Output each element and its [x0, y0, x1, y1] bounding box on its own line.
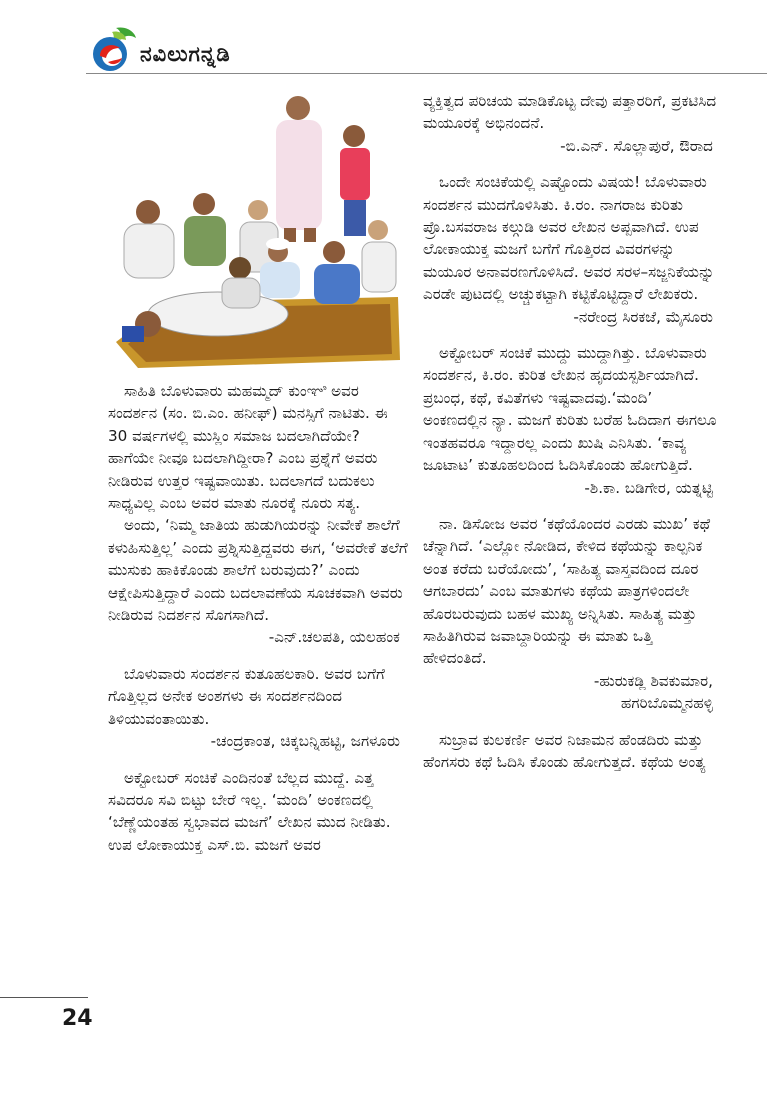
letter-signature — [108, 626, 408, 648]
letter-signature — [423, 135, 721, 157]
letter-paragraph: ಅಕ್ಟೋಬರ್ ಸಂಚಿಕೆ ಎಂದಿನಂತೆ ಬೆಲ್ಲದ ಮುದ್ದೆ. ಎತ್ತ ಸವಿದರೂ ಸವಿ ಬಿಟ್ಟು ಬೇರೆ ಇಲ್ಲ. ‘ಮಂದಿ’ ಅಂಕಣದಲ್ಲಿ ‘ಬೆಣ್ಣೆಯಂತಹ ಸ್ವಭಾವದ ಮಜಗೆ’ ಲೇಖನ ಮುದ ನೀಡಿತು. ಉಪ ಲೋಕಾಯುಕ್ತ ಎಸ್.ಬಿ. ಮಜಗೆ ಅವರ — [108, 768, 391, 854]
signature-line: -ನರೇಂದ್ರ ಸಿರಕಜೆ, ಮೈಸೂರು — [573, 307, 713, 326]
signature-line: -ಬಿ.ಎನ್. ಸೊಲ್ಲಾಪುರೆ, ಔರಾದ — [560, 136, 713, 155]
page-number: 24 — [62, 1006, 93, 1031]
left-column — [108, 380, 408, 856]
letter-signature — [423, 670, 721, 715]
letter-paragraph: ಅಂದು, ‘ನಿಮ್ಮ ಜಾತಿಯ ಹುಡುಗಿಯರನ್ನು ನೀವೇಕೆ ಶಾಲೆಗೆ ಕಳುಹಿಸುತ್ತಿಲ್ಲ’ ಎಂದು ಪ್ರಶ್ನಿಸುತ್ತಿದ್ದವರು ಈಗ, ‘ಅವರೇಕೆ ತಲೆಗೆ ಮುಸುಕು ಹಾಕಿಕೊಂಡು ಶಾಲೆಗೆ ಬರುವುದು?’ ಎಂದು ಆಕ್ಷೇಪಿಸುತ್ತಿದ್ದಾರೆ ಎಂದು ಬದಲಾವಣೆಯ ಸೂಚಕವಾಗಿ ಅವರು ನೀಡಿರುವ ನಿದರ್ಶನ ಸೊಗಸಾಗಿದೆ. — [108, 516, 408, 625]
brand-title: ನವಿಲುಗನ್ನಡಿ — [140, 42, 231, 66]
letter-paragraph: ಅಕ್ಟೋಬರ್ ಸಂಚಿಕೆ ಮುದ್ದು ಮುದ್ದಾಗಿತ್ತು. ಬೊಳುವಾರು ಸಂದರ್ಶನ, ಕಿ.ರಂ. ಕುರಿತ ಲೇಖನ ಹೃದಯಸ್ಪರ್ಶಿಯಾಗಿದೆ. ಪ್ರಬಂಧ, ಕಥೆ, ಕವಿತೆಗಳು ಇಷ್ಟವಾದವು.‘ಮಂದಿ’ ಅಂಕಣದಲ್ಲಿನ ನ್ಯಾ. ಮಜಗೆ ಕುರಿತು ಬರೆಹ ಓದಿದಾಗ ಈಗಲೂ ಇಂತಹವರೂ ಇದ್ದಾರಲ್ಲ ಎಂದು ಖುಷಿ ಎನಿಸಿತು. ‘ಕಾವ್ಯ ಜೂಟಾಟ’ ಕುತೂಹಲದಿಂದ ಓದಿಸಿಕೊಂಡು ಹೋಗುತ್ತಿದೆ. — [423, 344, 717, 475]
peacock-logo-icon — [86, 26, 138, 72]
letter-signature — [108, 730, 408, 752]
letter-paragraph: ವ್ಯಕ್ತಿತ್ವದ ಪರಿಚಯ ಮಾಡಿಕೊಟ್ಟ ದೇವು ಪತ್ತಾರರಿಗೆ, ಪ್ರಕಟಿಸಿದ ಮಯೂರಕ್ಕೆ ಅಭಿನಂದನೆ. — [423, 92, 717, 133]
letter-signature — [423, 306, 721, 328]
signature-line: ಹಗರಿಬೊಮ್ಮನಹಳ್ಳಿ — [620, 694, 713, 713]
letter-paragraph: ಬೊಳುವಾರು ಸಂದರ್ಶನ ಕುತೂಹಲಕಾರಿ. ಅವರ ಬಗೆಗೆ ಗೊತ್ತಿಲ್ಲದ ಅನೇಕ ಅಂಶಗಳು ಈ ಸಂದರ್ಶನದಿಂದ ತಿಳಿಯುವಂತಾಯಿತು. — [108, 664, 385, 728]
interview-illustration — [108, 92, 403, 374]
signature-line: -ಶಿ.ಕಾ. ಬಡಿಗೇರ, ಯತ್ನಟ್ಟಿ — [584, 478, 713, 497]
page-header — [0, 0, 767, 75]
letter-paragraph: ಸಾಹಿತಿ ಬೊಳುವಾರು ಮಹಮ್ಮದ್ ಕುಂಞಿ ಅವರ ಸಂದರ್ಶನ (ಸಂ. ಬಿ.ಎಂ. ಹನೀಫ್) ಮನಸ್ಸಿಗೆ ನಾಟಿತು. ಈ 30 ವರ್ಷಗಳಲ್ಲಿ ಮುಸ್ಲಿಂ ಸಮಾಜ ಬದಲಾಗಿದೆಯೇ? ಹಾಗೆಯೇ ನೀವೂ ಬದಲಾಗಿದ್ದೀರಾ? ಎಂಬ ಪ್ರಶ್ನೆಗೆ ಅವರು ನೀಡಿರುವ ಉತ್ತರ ಇಷ್ಟವಾಯಿತು. ಬದಲಾಗದೆ ಬದುಕಲು ಸಾಧ್ಯವಿಲ್ಲ ಎಂಬ ಅವರ ಮಾತು ನೂರಕ್ಕೆ ನೂರು ಸತ್ಯ. — [108, 382, 388, 513]
signature-line: -ಎನ್.ಚಲಪತಿ, ಯಲಹಂಕ — [268, 628, 400, 647]
header-divider — [86, 73, 767, 74]
letter-paragraph: ನಾ. ಡಿಸೋಜ ಅವರ ‘ಕಥೆಯೊಂದರ ಎರಡು ಮುಖ’ ಕಥೆ ಚೆನ್ನಾಗಿದೆ. ‘ಎಲ್ಲೋ ನೋಡಿದ, ಕೇಳಿದ ಕಥೆಯನ್ನು ಕಾಲ್ಪನಿಕ ಅಂತ ಕರೆದು ಬರೆಯೋದು’, ‘ಸಾಹಿತ್ಯ ವಾಸ್ತವದಿಂದ ದೂರ ಆಗಬಾರದು’ ಎಂಬ ಮಾತುಗಳು ಕಥೆಯ ಪಾತ್ರಗಳಿಂದಲೇ ಹೊರಬರುವುದು ಬಹಳ ಮುಖ್ಯ ಅನ್ನಿಸಿತು. ಸಾಹಿತ್ಯ ಮತ್ತು ಸಾಹಿತಿಗಿರುವ ಜವಾಬ್ದಾರಿಯನ್ನು ಈ ಮಾತು ಒತ್ತಿ ಹೇಳಿದಂತಿದೆ. — [423, 514, 711, 668]
letter-signature — [423, 477, 721, 499]
footer-divider — [0, 997, 88, 998]
right-column — [423, 90, 721, 773]
letter-paragraph: ಸುಬ್ರಾವ ಕುಲಕರ್ಣಿ ಅವರ ನಿಜಾಮನ ಹೆಂಡದಿರು ಮತ್ತು ಹೆಂಗಸರು ಕಥೆ ಓದಿಸಿ ಕೊಂಡು ಹೋಗುತ್ತದೆ. ಕಥೆಯ ಅಂತ್ಯ — [423, 730, 706, 771]
letter-paragraph: ಒಂದೇ ಸಂಚಿಕೆಯಲ್ಲಿ ಎಷ್ಟೊಂದು ವಿಷಯ! ಬೊಳುವಾರು ಸಂದರ್ಶನ ಮುದಗೊಳಿಸಿತು. ಕಿ.ರಂ. ನಾಗರಾಜ ಕುರಿತು ಪ್ರೊ.ಬಸವರಾಜ ಕಲ್ಗುಡಿ ಅವರ ಲೇಖನ ಅಪ್ಪವಾಗಿದೆ. ಉಪ ಲೋಕಾಯುಕ್ತ ಮಜಗೆ ಬಗೆಗೆ ಗೊತ್ತಿರದ ವಿವರಗಳನ್ನು ಮಯೂರ ಅನಾವರಣಗೊಳಿಸಿದೆ. ಅವರ ಸರಳ–ಸಜ್ಜನಿಕೆಯನ್ನು ಎರಡೇ ಪುಟದಲ್ಲಿ ಅಚ್ಚುಕಟ್ಟಾಗಿ ಕಟ್ಟಿಕೊಟ್ಟಿದ್ದಾರೆ ಲೇಖಕರು. — [423, 173, 715, 304]
signature-line: -ಹುರುಕಡ್ಲಿ ಶಿವಕುಮಾರ, — [593, 671, 713, 690]
signature-line: -ಚಂದ್ರಕಾಂತ, ಚಿಕ್ಕಬನ್ನಿಹಟ್ಟಿ, ಜಗಳೂರು — [210, 732, 400, 751]
